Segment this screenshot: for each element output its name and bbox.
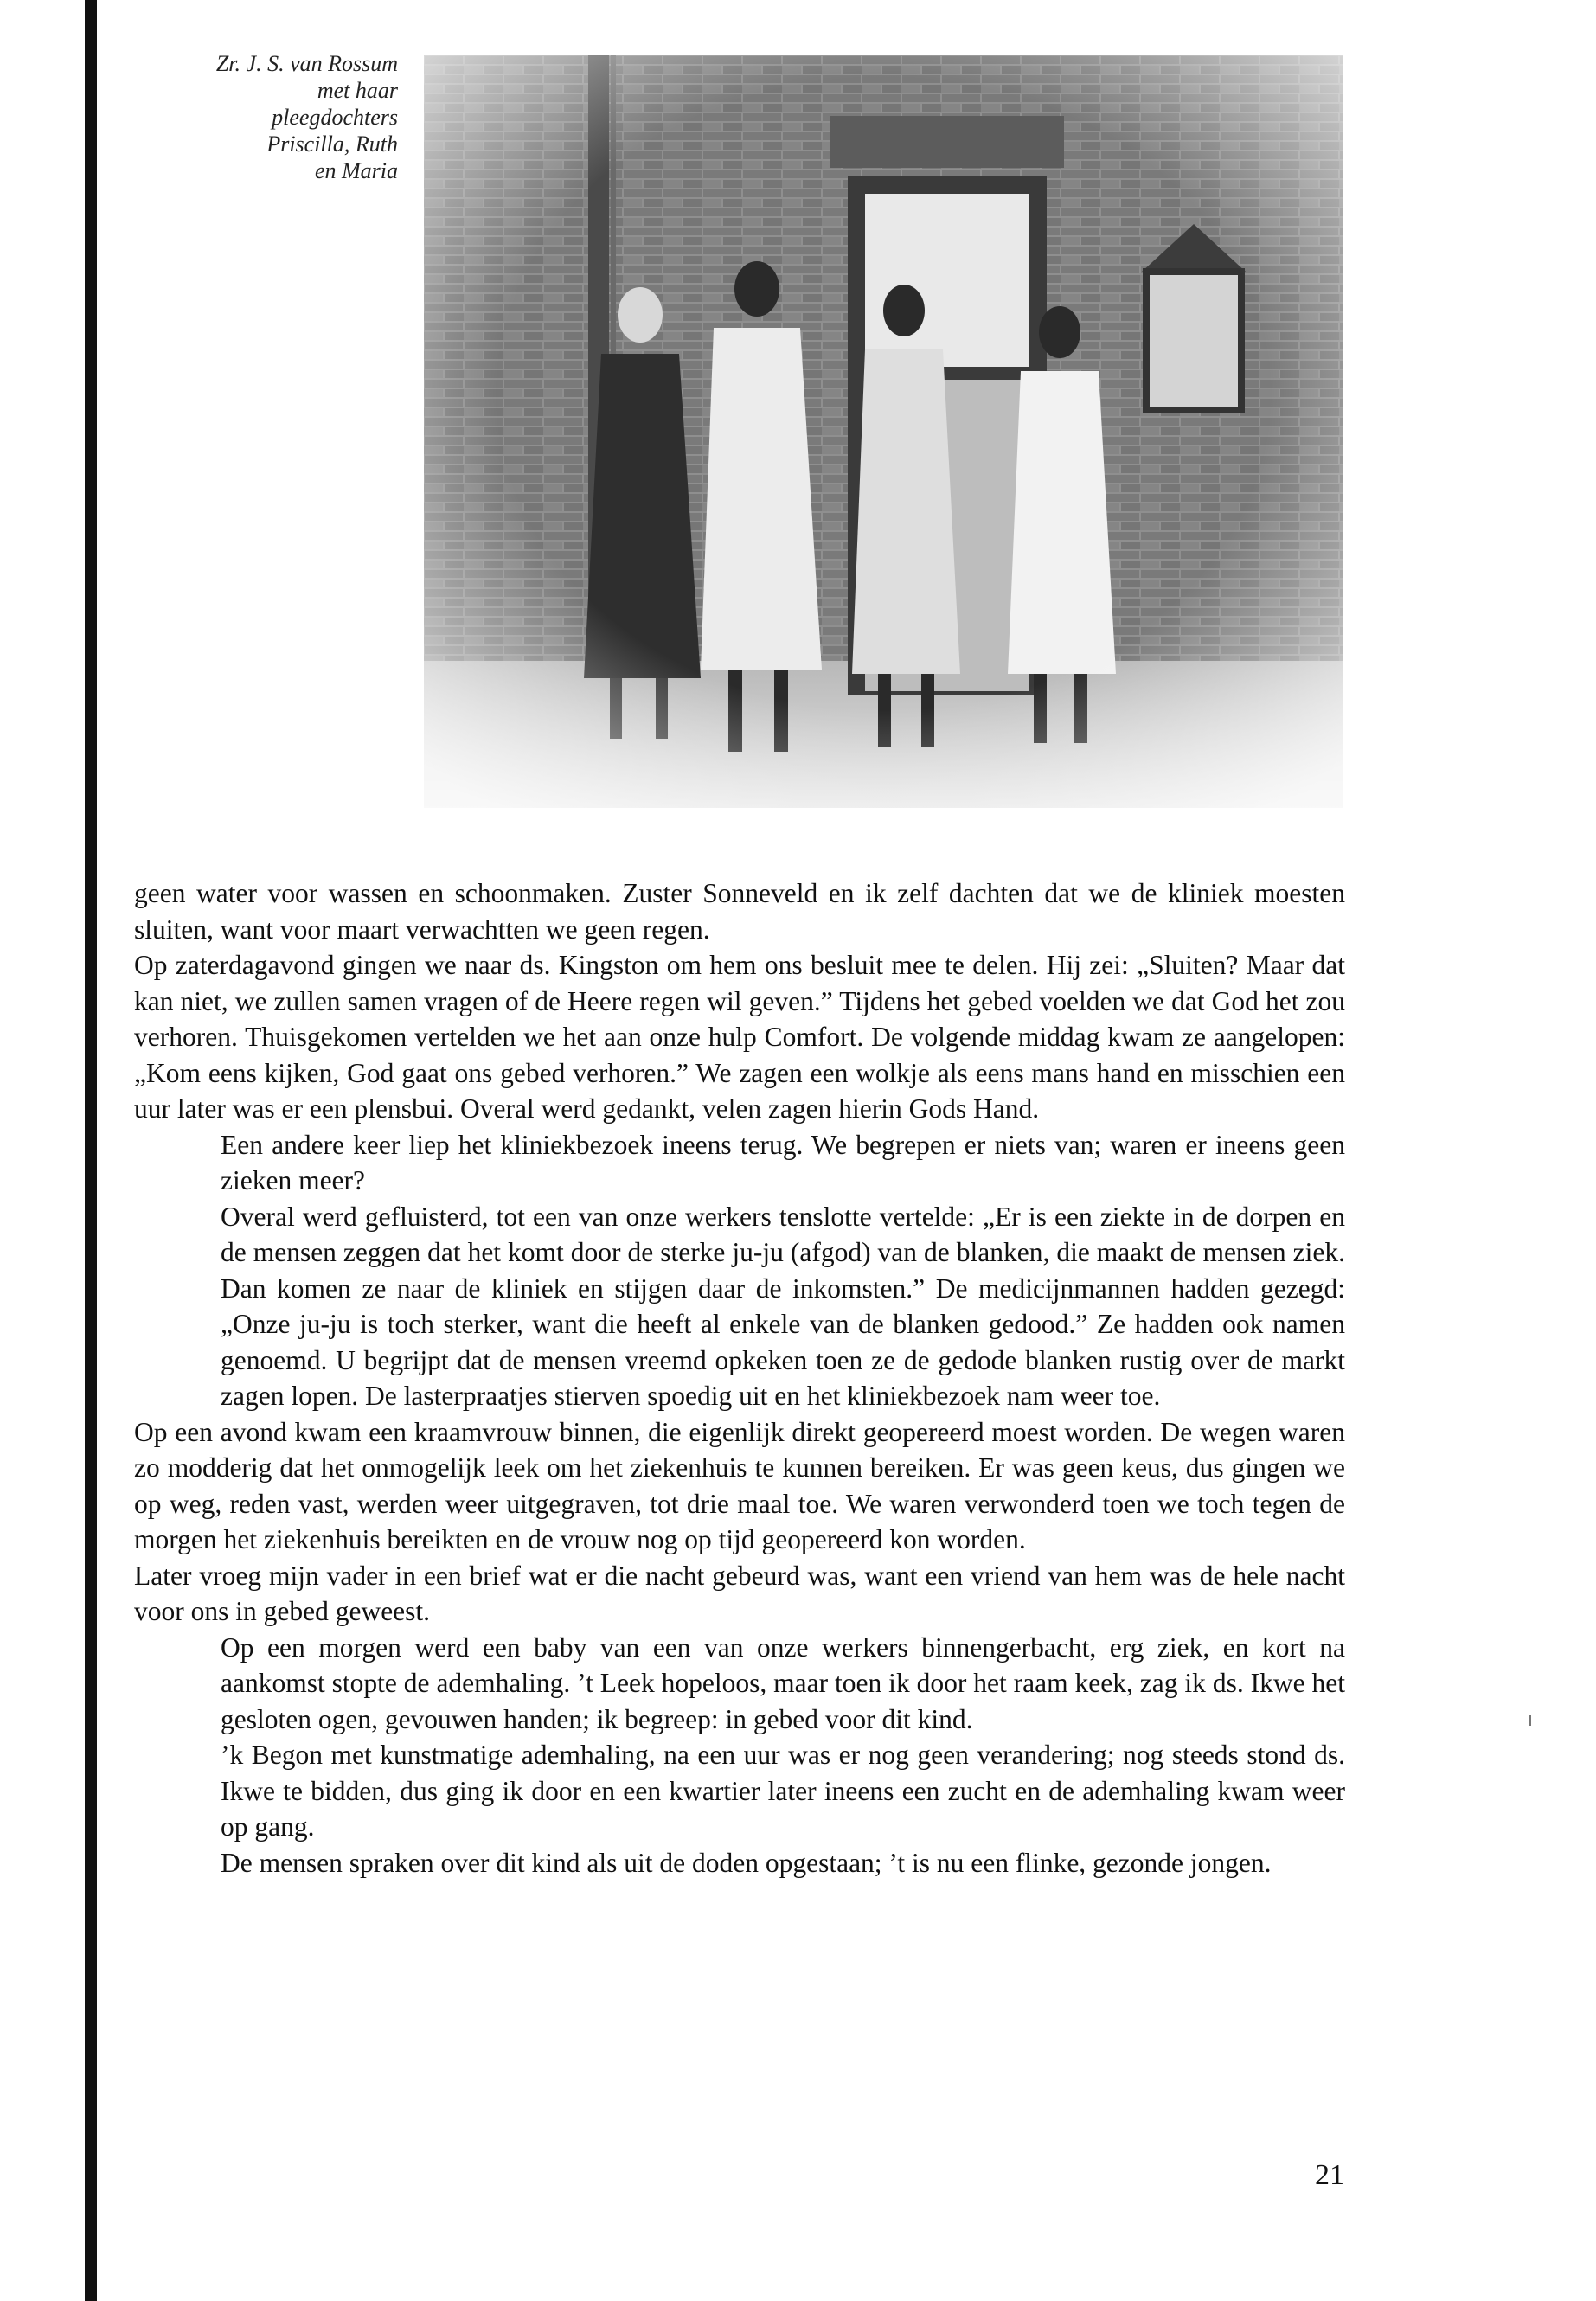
paragraph-indented: Een andere keer liep het kliniekbezoek ineens terug. We begrepen er niets van; waren er ineens geen zieken meer? (221, 1129, 1345, 1195)
paragraph: Op een avond kwam een kraamvrouw binnen, die eigenlijk direkt geopereerd moest worden. De wegen waren zo modderig dat het onmogelijk leek om het ziekenhuis te kunnen bereiken. Er was geen keus, dus gingen we op weg, reden vast, werden weer uitgegraven, tot drie maal toe. We waren verwonderd toen we toch tegen de morgen het ziekenhuis bereikten en de vrouw nog op tijd geopereerd kon worden. (134, 1416, 1345, 1554)
paragraph-indented: Op een morgen werd een baby van een van onze werkers binnengerbacht, erg ziek, en kort na aankomst stopte de ademhaling. ’t Leek hopeloos, maar toen ik door het raam keek, zag ik ds. Ikwe het gesloten ogen, gevouwen handen; ik begreep: in gebed voor dit kind. (221, 1631, 1345, 1734)
caption-line: Priscilla, Ruth (266, 131, 398, 157)
paragraph-indented: ’k Begon met kunstmatige ademhaling, na een uur was er nog geen verandering; nog steeds stond ds. Ikwe te bidden, dus ging ik door en een kwartier later ineens een zucht en de ademhaling kwam weer op gang. (221, 1740, 1345, 1842)
caption-line: Zr. J. S. van Rossum (215, 51, 398, 76)
photo-vignette (424, 55, 1343, 808)
paragraph: Later vroeg mijn vader in een brief wat er die nacht gebeurd was, want een vriend van hem was de hele nacht voor ons in gebed geweest. (134, 1560, 1345, 1626)
margin-mark (1529, 1715, 1531, 1726)
caption-line: en Maria (314, 158, 398, 183)
caption-line: met haar (317, 78, 398, 103)
article-body (134, 875, 1345, 1881)
photograph-four-women (424, 55, 1343, 808)
paragraph: Op zaterdagavond gingen we naar ds. Kingston om hem ons besluit mee te delen. Hij zei: „Sluiten? Maar dat kan niet, we zullen samen vragen of de Heere regen wil geven.” Tijdens het gebed voelden we dat God het zou verhoren. Thuisgekomen vertelden we het aan onze hulp Comfort. De volgende middag kwam ze aangelopen: „Kom eens kijken, God gaat ons gebed verhoren.” We zagen een wolkje als eens mans hand en misschien een uur later was er een plensbui. Overal werd gedankt, velen zagen hierin Gods Hand. (134, 950, 1345, 1124)
page-number: 21 (1315, 2159, 1344, 2191)
paragraph: geen water voor wassen en schoonmaken. Zuster Sonneveld en ik zelf dachten dat we de kliniek moesten sluiten, want voor maart verwachtten we geen regen. (134, 878, 1345, 945)
paragraph-indented: Overal werd gefluisterd, tot een van onze werkers tenslotte vertelde: „Er is een ziekte in de dorpen en de mensen zeggen dat het komt door de sterke ju-ju (afgod) van de blanken, die maakt de mensen ziek. Dan komen ze naar de kliniek en stijgen daar de inkomsten.” De medicijnmannen hadden gezegd: „Onze ju-ju is toch sterker, want die heeft al enkele van de blanken gedood.” Ze hadden ook namen genoemd. U begrijpt dat de mensen vreemd opkeken toen ze de gedode blanken rustig over de markt zagen lopen. De lasterpraatjes stierven spoedig uit en het kliniekbezoek nam weer toe. (221, 1201, 1345, 1411)
caption-line: pleegdochters (272, 105, 398, 130)
binding-edge (85, 0, 97, 2301)
paragraph-indented: De mensen spraken over dit kind als uit de doden opgestaan; ’t is nu een flinke, gezonde jongen. (221, 1847, 1272, 1878)
photo-caption (121, 50, 398, 184)
